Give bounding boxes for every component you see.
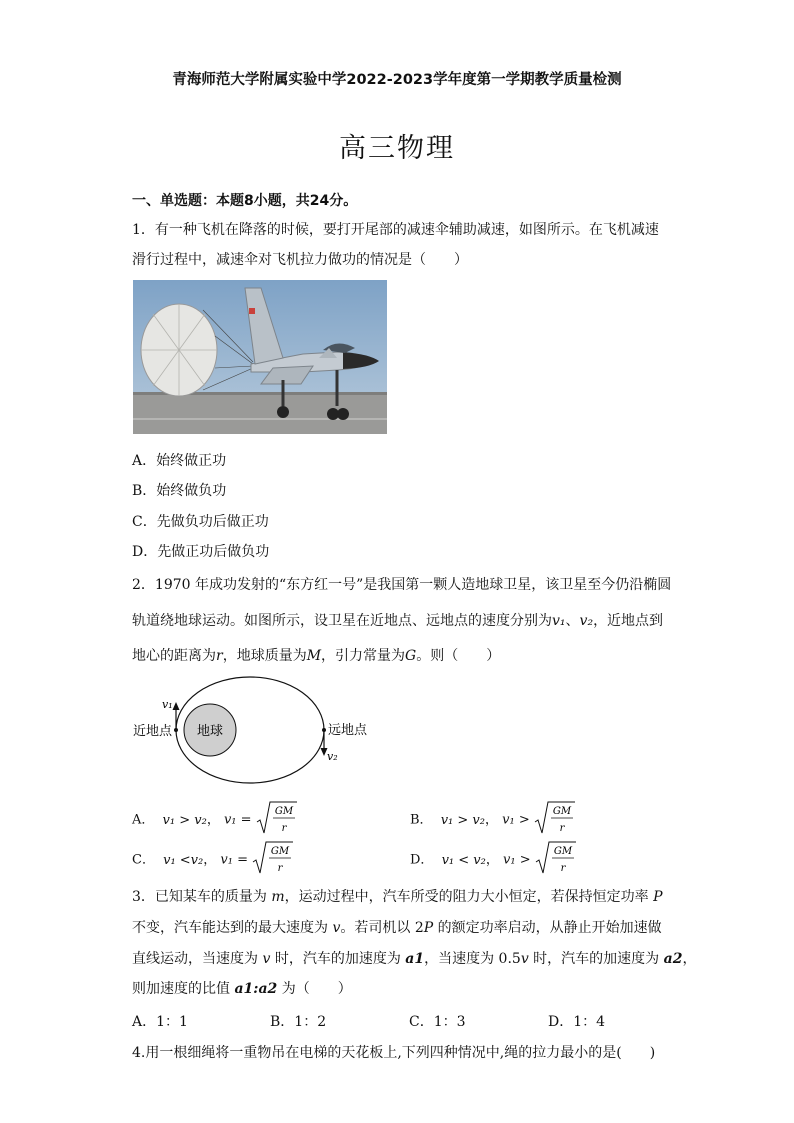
q1-option-c: C．先做负功后做正功 (132, 514, 269, 530)
section-heading: 一、单选题：本题8小题，共24分。 (132, 193, 358, 209)
q1-option-b: B．始终做负功 (132, 483, 227, 499)
q3-option-a: A．1：1 (132, 1014, 188, 1030)
jet-parachute-illustration (133, 280, 387, 434)
perigee-point (174, 728, 178, 732)
q2-option-c: C． v₁ <v₂， v₁ = GM r (132, 840, 294, 880)
svg-text:r: r (559, 823, 565, 834)
svg-text:GM: GM (552, 806, 571, 817)
exam-school-title: 青海师范大学附属实验中学2022-2023学年度第一学期教学质量检测 (172, 72, 622, 88)
earth-label: 地球 (196, 724, 224, 739)
q4-line-1: 4.用一根细绳将一重物吊在电梯的天花板上,下列四种情况中,绳的拉力最小的是( ) (132, 1045, 656, 1061)
svg-text:GM: GM (270, 846, 290, 857)
q2-line-1: 2．1970 年成功发射的“东方红一号”是我国第一颗人造地球卫星，该卫星至今仍沿椭圆 (132, 577, 672, 593)
q1-option-a: A．始终做正功 (132, 453, 227, 469)
sqrt-gm-over-r (535, 840, 577, 880)
sqrt-gm-over-r (252, 840, 294, 880)
v1-arrowhead (173, 702, 180, 710)
q2-option-b: B． v₁ > v₂， v₁ > GM r (410, 800, 576, 840)
exam-subject-title: 高三物理 (339, 133, 455, 164)
v1-label: v₁ (162, 698, 173, 711)
q3-line-2: 不变，汽车能达到的最大速度为 v。若司机以 2P 的额定功率启动，从静止开始加速做 (132, 920, 662, 936)
q2-orbit-diagram (128, 672, 378, 792)
apogee-point (322, 728, 326, 732)
q3-line-4: 则加速度的比值 a1:a2 为（ ） (132, 981, 352, 997)
sqrt-gm-over-r (256, 800, 298, 840)
q1-line-1: 1．有一种飞机在降落的时候，要打开尾部的减速伞辅助减速，如图所示。在飞机减速 (132, 222, 659, 238)
svg-text:GM: GM (274, 806, 293, 817)
q3-option-c: C．1：3 (409, 1014, 466, 1030)
q3-line-1: 3．已知某车的质量为 m，运动过程中，汽车所受的阻力大小恒定，若保持恒定功率 P (132, 889, 663, 905)
v2-label: v₂ (327, 750, 338, 763)
q2-line-3: 地心的距离为r，地球质量为M，引力常量为G。则（ ） (132, 648, 501, 664)
q2-line-2: 轨道绕地球运动。如图所示，设卫星在近地点、远地点的速度分别为v₁、v₂，近地点到 (132, 613, 664, 629)
q3-line-3: 直线运动，当速度为 v 时，汽车的加速度为 a1，当速度为 0.5v 时，汽车的加速度为 a2， (132, 951, 697, 967)
q2-option-a: A． v₁ > v₂， v₁ = GM r (132, 800, 298, 840)
q1-photo-jet-parachute (133, 280, 387, 434)
q3-option-b: B．1：2 (270, 1014, 327, 1030)
q2-option-d: D． v₁ < v₂， v₁ > GM r (410, 840, 577, 880)
svg-text:r: r (560, 863, 566, 874)
q1-option-d: D．先做正功后做负功 (132, 544, 270, 560)
q1-line-2: 滑行过程中，减速伞对飞机拉力做功的情况是（ ） (132, 252, 468, 268)
perigee-label: 近地点 (133, 724, 173, 739)
svg-text:r: r (277, 863, 283, 874)
sqrt-gm-over-r (534, 800, 576, 840)
svg-text:GM: GM (553, 846, 572, 857)
q3-option-d: D．1：4 (548, 1014, 606, 1030)
orbit-svg (128, 672, 378, 792)
apogee-label: 远地点 (328, 723, 368, 738)
svg-text:r: r (281, 823, 287, 834)
